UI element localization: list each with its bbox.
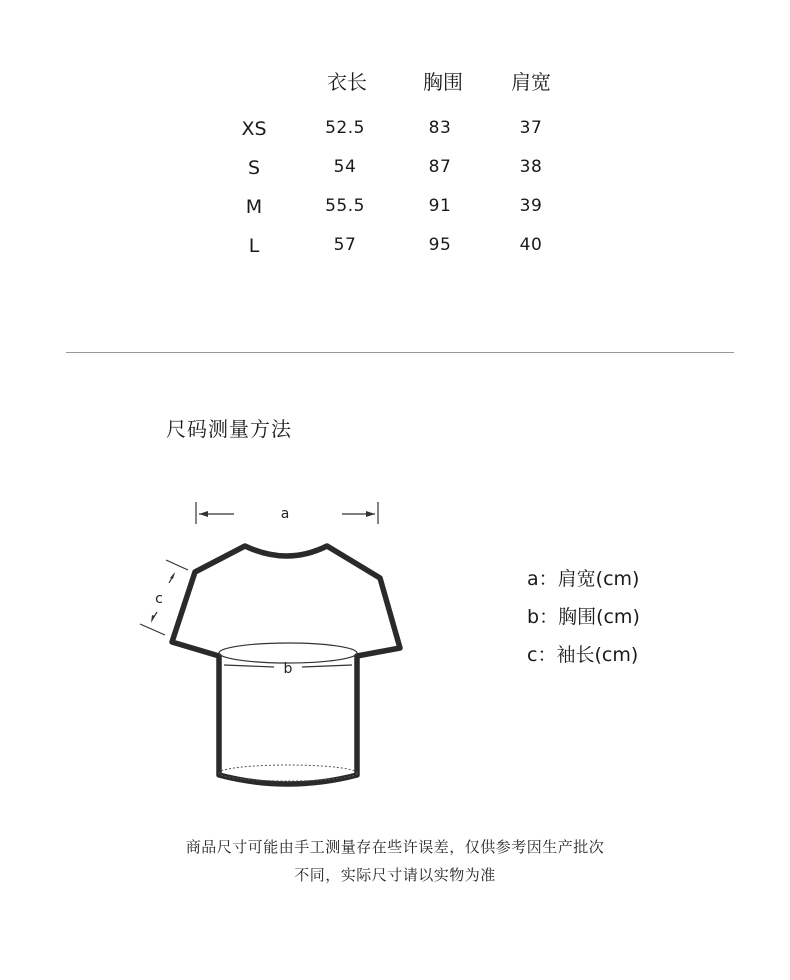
- legend-item-a: [527, 565, 640, 603]
- size-label-s: S: [247, 157, 261, 179]
- legend-item-b: [527, 603, 640, 641]
- m-shoulder: 39: [519, 196, 543, 216]
- section-divider: [66, 352, 734, 353]
- disclaimer-line-1: 商品尺寸可能由手工测量存在些许误差，仅供参考因生产批次: [185, 838, 605, 856]
- m-chest: 91: [428, 196, 452, 216]
- disclaimer-line-2: 不同，实际尺寸请以实物为准: [294, 866, 496, 884]
- legend-text-b: 胸围(cm): [558, 606, 640, 628]
- legend-key-b: b: [527, 606, 540, 628]
- measure-title: 尺码测量方法: [166, 417, 292, 441]
- header-length: 衣长: [327, 70, 367, 94]
- legend-text-c: 袖长(cm): [556, 644, 639, 666]
- l-shoulder: 40: [519, 235, 543, 255]
- legend-sep-a: ：: [538, 568, 558, 590]
- legend-item-c: [527, 641, 640, 679]
- label-b: b: [283, 661, 293, 677]
- label-c: c: [155, 591, 163, 607]
- size-label-l: L: [248, 235, 260, 257]
- xs-length: 52.5: [325, 118, 365, 138]
- l-length: 57: [333, 235, 357, 255]
- legend-sep-b: ：: [539, 606, 559, 628]
- l-chest: 95: [428, 235, 452, 255]
- tshirt-diagram: [130, 490, 420, 810]
- legend-sep-c: ：: [537, 644, 557, 666]
- size-table: [0, 0, 790, 280]
- size-label-m: M: [245, 196, 263, 218]
- xs-shoulder: 37: [519, 118, 543, 138]
- s-shoulder: 38: [519, 157, 543, 177]
- legend-key-c: c: [527, 644, 538, 666]
- size-label-xs: XS: [241, 118, 267, 140]
- label-a: a: [280, 506, 290, 522]
- xs-chest: 83: [428, 118, 452, 138]
- legend-text-a: 肩宽(cm): [557, 568, 640, 590]
- m-length: 55.5: [325, 196, 365, 216]
- measure-legend: [527, 565, 640, 679]
- s-chest: 87: [428, 157, 452, 177]
- legend-key-a: a: [527, 568, 539, 590]
- header-shoulder: 肩宽: [511, 70, 551, 94]
- header-chest: 胸围: [423, 70, 463, 94]
- s-length: 54: [333, 157, 357, 177]
